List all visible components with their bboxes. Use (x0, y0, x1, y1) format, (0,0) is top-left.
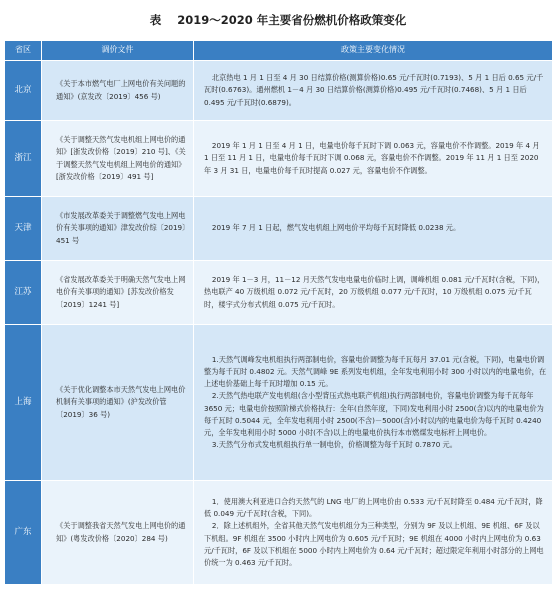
header-province: 省区 (5, 41, 42, 61)
table-title (0, 0, 556, 40)
change-text: 2019 年 1 月 1 日至 4 月 1 日，电量电价每千瓦时下调 0.063 元，容量电价不作调整。2019 年 4 月 1 日至 11 月 1 日，电量电价每千瓦时下调 0.068 元，容量电价不作调整。2019 年 11 月 1 日至 2020 年 3 月 31 日，电量电价每千瓦时提高 0.027 元，容量电价不作调整。 (204, 141, 540, 175)
document-cell: 《关于调整我省天然气发电上网电价的通知》(粤发改价格〔2020〕284 号) (42, 481, 194, 585)
change-text: 2019 年 7 月 1 日起，燃气发电机组上网电价平均每千瓦时降低 0.0238 元。 (211, 223, 461, 233)
table-row-guangdong (5, 481, 553, 585)
change-cell (194, 197, 553, 261)
table-row-jiangsu (5, 261, 553, 325)
change-cell (194, 61, 553, 121)
province-cell: 江苏 (5, 261, 42, 325)
table-row-tianjin (5, 197, 553, 261)
table-row-shanghai (5, 325, 553, 481)
province-cell: 浙江 (5, 121, 42, 197)
change-item-1: 1.天然气调峰发电机组执行两部制电价，容量电价调整为每千瓦每月 37.01 元(含税，下同)，电量电价调整为每千瓦时 0.4802 元。天然气调峰 9E 系列发电机组，全年发电利用小时 300 小时以内的电量电价，在上述电价基础上每千瓦时增加 0.15 元。 (204, 354, 547, 389)
table-header-row (5, 41, 553, 61)
document-cell: 《关于调整天然气发电机组上网电价的通知》[浙发改价格〔2019〕210 号]、《关于调整天然气发电机组上网电价的通知》[浙发改价格〔2019〕491 号] (42, 121, 194, 197)
change-item-2: 2．除上述机组外，全省其他天然气发电机组分为三种类型，分别为 9F 及以上机组、9E 机组、6F 及以下机组。9F 机组在 3500 小时内上网电价为 0.605 元/千瓦时；9E 机组在 4000 小时内上网电价为 0.63 元/千瓦时，6F 及以下机组在 5000 小时内上网电价为 0.64 元/千瓦时；超过限定年利用小时部分的上网电价统一为 0.463 元/千瓦时。 (204, 521, 544, 567)
province-cell: 天津 (5, 197, 42, 261)
change-item-1: 1．使用澳大利亚进口合约天然气的 LNG 电厂的上网电价由 0.533 元/千瓦时降至 0.484 元/千瓦时，降低 0.049 元/千瓦时(含税，下同)。 (204, 496, 543, 519)
table-row-zhejiang (5, 121, 553, 197)
document-cell: 《市发展改革委关于调整燃气发电上网电价有关事项的通知》津发改价综〔2019〕451 号 (42, 197, 194, 261)
change-text: 北京热电 1 月 1 日至 4 月 30 日结算价格(测算价格)0.65 元/千瓦时(0.7193)、5 月 1 日后 0.65 元/千瓦时(0.6763)。通州燃机 1－4 月 30 日结算价格(测算价格)0.495 元/千瓦时(0.7468)、5 月 1 日后 0.495 元/千瓦时(0.6879)。 (204, 73, 544, 107)
province-cell: 上海 (5, 325, 42, 481)
province-cell: 广东 (5, 481, 42, 585)
change-item-2: 2.天然气热电联产发电机组(含小型背压式热电联产机组)执行两部制电价，容量电价调整为每千瓦每年 3650 元；电量电价按照阶梯式价格执行：全年(自然年度，下同)发电利用小时 2500(含)以内的电量电价为每千瓦时 0.5044 元，全年发电利用小时 2500(不含)－5000(含)小时以内的电量电价为每千瓦时 0.4240 元，全年发电利用小时 5000 小时(不含)以上的电量电价执行本市燃煤发电标杆上网电价。 (204, 391, 544, 437)
header-policy-change: 政策主要变化情况 (194, 41, 553, 61)
province-cell: 北京 (5, 61, 42, 121)
table-title-text: 2019～2020 年主要省份燃机价格政策变化 (177, 13, 407, 27)
price-policy-table (4, 40, 553, 585)
header-document: 调价文件 (42, 41, 194, 61)
table-row-beijing (5, 61, 553, 121)
document-cell: 《关于本市燃气电厂上网电价有关问题的通知》(京发改〔2019〕456 号) (42, 61, 194, 121)
change-cell (194, 481, 553, 585)
document-cell: 《关于优化调整本市天然气发电上网电价机制有关事项的通知》(沪发改价管〔2019〕36 号) (42, 325, 194, 481)
change-cell (194, 325, 553, 481)
change-text: 2019 年 1－3 月，11－12 月天然气发电电量电价临时上调，调峰机组 0.081 元/千瓦时(含税，下同)，热电联产 40 万级机组 0.072 元/千瓦时，20 万级机组 0.077 元/千瓦时，10 万级机组 0.075 元/千瓦时，楼宇式分布式机组 0.075 元/千瓦时。 (204, 275, 545, 309)
change-cell (194, 121, 553, 197)
change-item-3: 3.天然气分布式发电机组执行单一制电价，价格调整为每千瓦时 0.7870 元。 (211, 440, 457, 450)
table-title-prefix: 表 (149, 13, 162, 27)
change-cell (194, 261, 553, 325)
document-cell: 《省发展改革委关于明确天然气发电上网电价有关事项的通知》[苏发改价格发〔2019〕1241 号] (42, 261, 194, 325)
